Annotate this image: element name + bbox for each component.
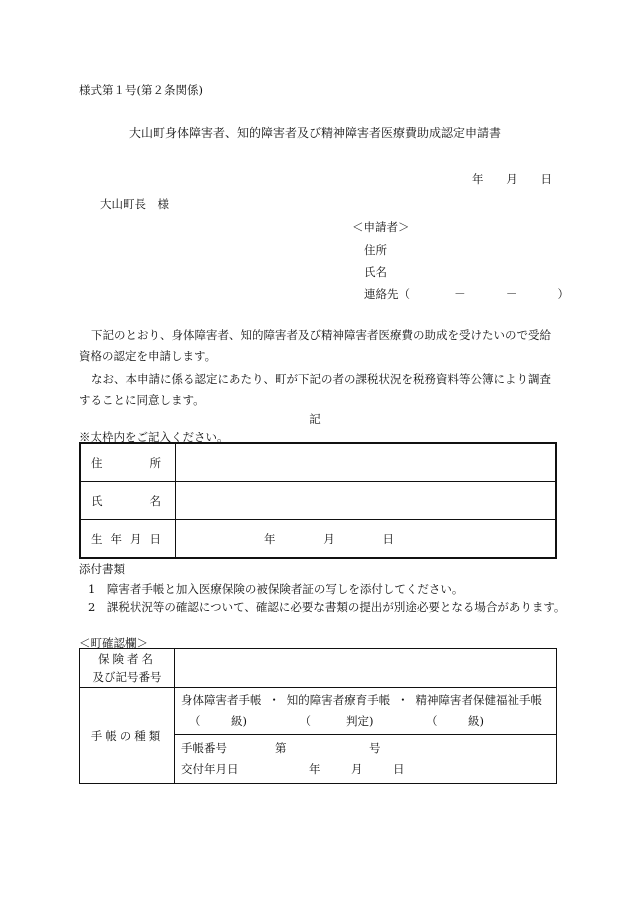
attachments-heading: 添付書類 xyxy=(79,562,125,576)
table-row xyxy=(80,520,556,559)
booklet-type-cell[interactable]: 身体障害者手帳 ・ 知的障害者療育手帳 ・ 精神障害者保健福祉手帳 （ 級) （ 判定) （ 級) xyxy=(175,688,557,735)
dob-field[interactable]: 年 月 日 xyxy=(176,520,557,559)
name-label-cell: 氏 名 xyxy=(80,482,176,520)
date-day: 日 xyxy=(540,172,552,186)
booklet-type-label-cell: 手帳の種類 xyxy=(80,688,175,784)
application-date xyxy=(472,171,552,187)
table-row xyxy=(80,443,556,482)
addressee: 大山町長 様 xyxy=(100,197,169,211)
applicant-table xyxy=(79,442,557,559)
name-field[interactable] xyxy=(176,482,557,520)
insurer-label-cell: 保険者名 及び記号番号 xyxy=(80,649,175,688)
table-row xyxy=(80,688,557,735)
contact-label: 連絡先（ xyxy=(364,287,410,301)
table-row xyxy=(80,482,556,520)
office-heading: ＜町確認欄＞ xyxy=(79,636,148,650)
address-label-cell: 住 所 xyxy=(80,443,176,482)
table-row xyxy=(80,649,557,688)
form-number: 様式第１号(第２条関係) xyxy=(79,83,203,97)
page-title: 大山町身体障害者、知的障害者及び精神障害者医療費助成認定申請書 xyxy=(128,126,501,140)
dob-label-cell: 生 年 月 日 xyxy=(80,520,176,559)
address-field[interactable] xyxy=(176,443,557,482)
date-year: 年 xyxy=(472,172,484,186)
office-table xyxy=(79,648,557,784)
applicant-address-label: 住所 xyxy=(364,243,387,257)
paragraph-request: 下記のとおり、身体障害者、知的障害者及び精神障害者医療費の助成を受けたいので受給資格の認定を申請します。 xyxy=(79,328,551,363)
applicant-contact xyxy=(364,286,569,302)
booklet-number-cell[interactable]: 手帳番号 第 号 交付年月日 年 月 日 xyxy=(175,735,557,784)
date-month: 月 xyxy=(506,172,518,186)
contact-separator: － xyxy=(505,287,518,301)
insurer-field[interactable] xyxy=(175,649,557,688)
paragraph-consent: なお、本申請に係る認定にあたり、町が下記の者の課税状況を税務資料等公簿により調査することに同意します。 xyxy=(79,372,551,407)
fill-note: ※太枠内をご記入ください。 xyxy=(79,430,229,444)
contact-separator: － xyxy=(454,287,466,301)
attachment-item: 1 障害者手帳と加入医療保険の被保険者証の写しを添付してください。 xyxy=(88,582,464,596)
ki-heading: 記 xyxy=(309,412,321,426)
applicant-name-label: 氏名 xyxy=(364,265,387,279)
applicant-heading: ＜申請者＞ xyxy=(352,220,410,234)
contact-close: ） xyxy=(557,287,569,301)
attachment-item: 2 課税状況等の確認について、確認に必要な書類の提出が別途必要となる場合があります。 xyxy=(88,600,566,614)
